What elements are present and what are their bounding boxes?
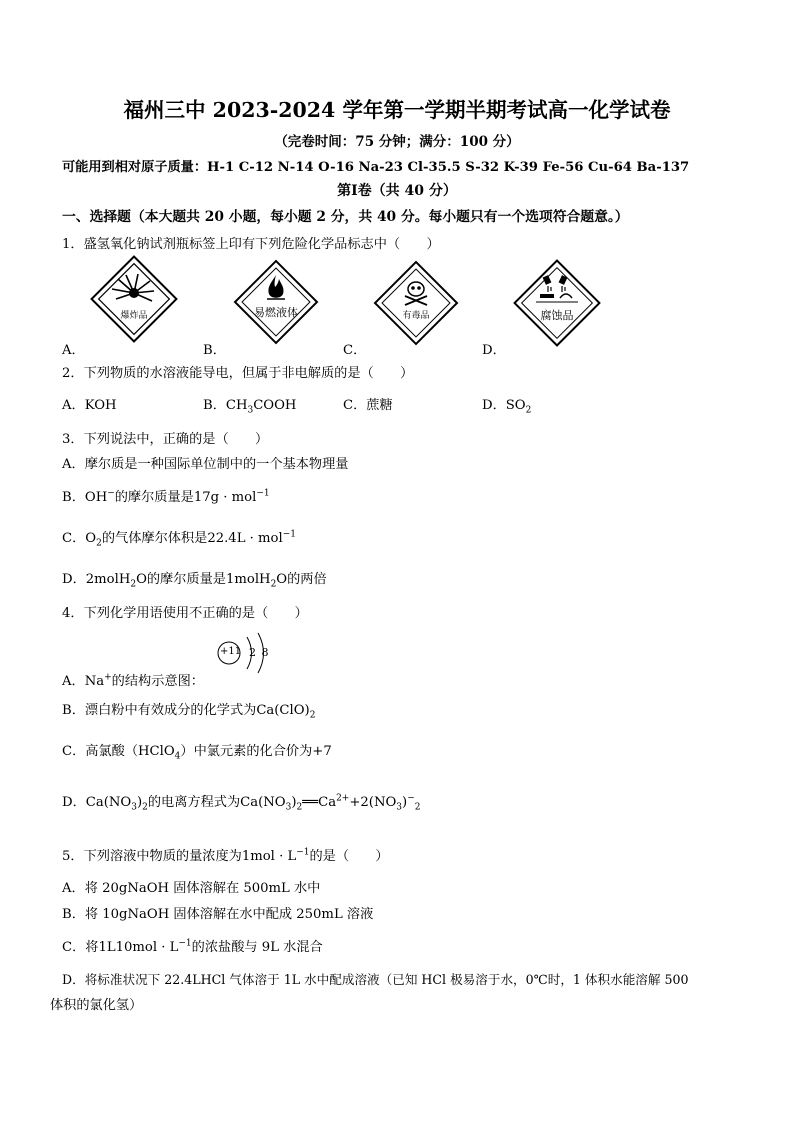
hazard-sign-flammable — [231, 257, 321, 351]
hazard-label-corrosive: 腐蚀品 — [540, 309, 574, 322]
q4-option-d: D．$Ca(NO_3)_2$的电离方程式为$Ca(NO_3)_2══Ca^{2+}+2(NO_3)^-_2$ — [62, 793, 421, 813]
q2-option-a: A．KOH — [62, 398, 117, 413]
hazard-label-toxic: 有毒品 — [402, 311, 430, 321]
q5-option-a: A．将 20gNaOH 固体溶解在 500mL 水中 — [62, 881, 321, 896]
q3-option-b: B．OH−的摩尔质量是17g · mol$^{-1}$ — [62, 488, 270, 505]
hazard-sign-toxic — [372, 259, 460, 351]
sodium-ion-structure-diagram — [214, 628, 274, 682]
skull-icon — [372, 259, 460, 347]
hazard-sign-explosive — [90, 255, 178, 347]
question-2-stem: 2．下列物质的水溶液能导电，但属于非电解质的是（ ） — [62, 366, 414, 381]
question-3-stem: 3．下列说法中，正确的是（ ） — [62, 432, 269, 447]
q5-option-b: B．将 10gNaOH 固体溶解在水中配成 250mL 溶液 — [62, 907, 374, 922]
q5-option-d-line1: D．将标准状况下 22.4LHCl 气体溶于 1L 水中配成溶液（已知 HCl 极易溶于水，0℃时，1 体积水能溶解 500 — [62, 972, 689, 987]
q2-option-b: B．$CH_3COOH$ — [203, 398, 297, 416]
shell-electrons: 2 8 — [249, 646, 269, 659]
question-4-stem: 4．下列化学用语使用不正确的是（ ） — [62, 606, 308, 621]
atomic-masses: 可能用到相对原子质量：H-1 C-12 N-14 O-16 Na-23 Cl-35.5 S-32 K-39 Fe-56 Cu-64 Ba-137 — [62, 160, 690, 175]
hazard-label-explosive: 爆炸品 — [120, 311, 148, 321]
hazard-sign-corrosive — [510, 256, 604, 354]
exam-title: 福州三中 2023-2024 学年第一学期半期考试高一化学试卷 — [123, 98, 671, 122]
q1-option-a: A． — [62, 343, 85, 358]
q1-option-c: C． — [343, 343, 367, 358]
question-1-stem: 1．盛氢氧化钠试剂瓶标签上印有下列危险化学品标志中（ ） — [62, 237, 440, 252]
q3-option-d: D．2molH$_2$O的摩尔质量是1molH$_2$O的两倍 — [62, 572, 327, 590]
exam-subtitle: （完卷时间：75 分钟；满分：100 分） — [274, 134, 520, 150]
corrosion-icon — [510, 256, 604, 350]
section-heading: 一、选择题（本大题共 20 小题，每小题 2 分，共 40 分。每小题只有一个选项符合题意。） — [62, 209, 629, 225]
q4-option-b: B．漂白粉中有效成分的化学式为$Ca(ClO)_2$ — [62, 703, 316, 721]
hazard-label-flammable: 易燃液体 — [254, 306, 298, 319]
explosion-icon — [90, 255, 178, 343]
q2-option-c: C．蔗糖 — [343, 398, 393, 413]
question-5-stem: 5．下列溶液中物质的量浓度为$1mol \cdot L^{-1}$的是（ ） — [62, 847, 389, 864]
flame-icon — [231, 257, 321, 347]
q4-option-c: C．高氯酸（HClO$_4$）中氯元素的化合价为+7 — [62, 744, 332, 762]
q1-option-b: B． — [203, 343, 226, 358]
q5-option-d-line2: 体积的氯化氢） — [50, 998, 143, 1013]
nucleus-charge: +11 — [220, 646, 242, 657]
volume-heading: 第Ⅰ卷（共 40 分） — [337, 183, 457, 199]
q4-option-a: A．Na+的结构示意图： — [62, 672, 204, 689]
q5-option-c: C．将$1L10mol \cdot L^{-1}$的浓盐酸与 9L 水混合 — [62, 938, 323, 955]
q3-option-c: C．$O_2$的气体摩尔体积是22.4L · mol$^{-1}$ — [62, 529, 296, 549]
q1-option-d: D． — [482, 343, 506, 358]
q2-option-d: D．$SO_2$ — [482, 398, 532, 416]
q3-option-a: A．摩尔质是一种国际单位制中的一个基本物理量 — [62, 457, 349, 472]
